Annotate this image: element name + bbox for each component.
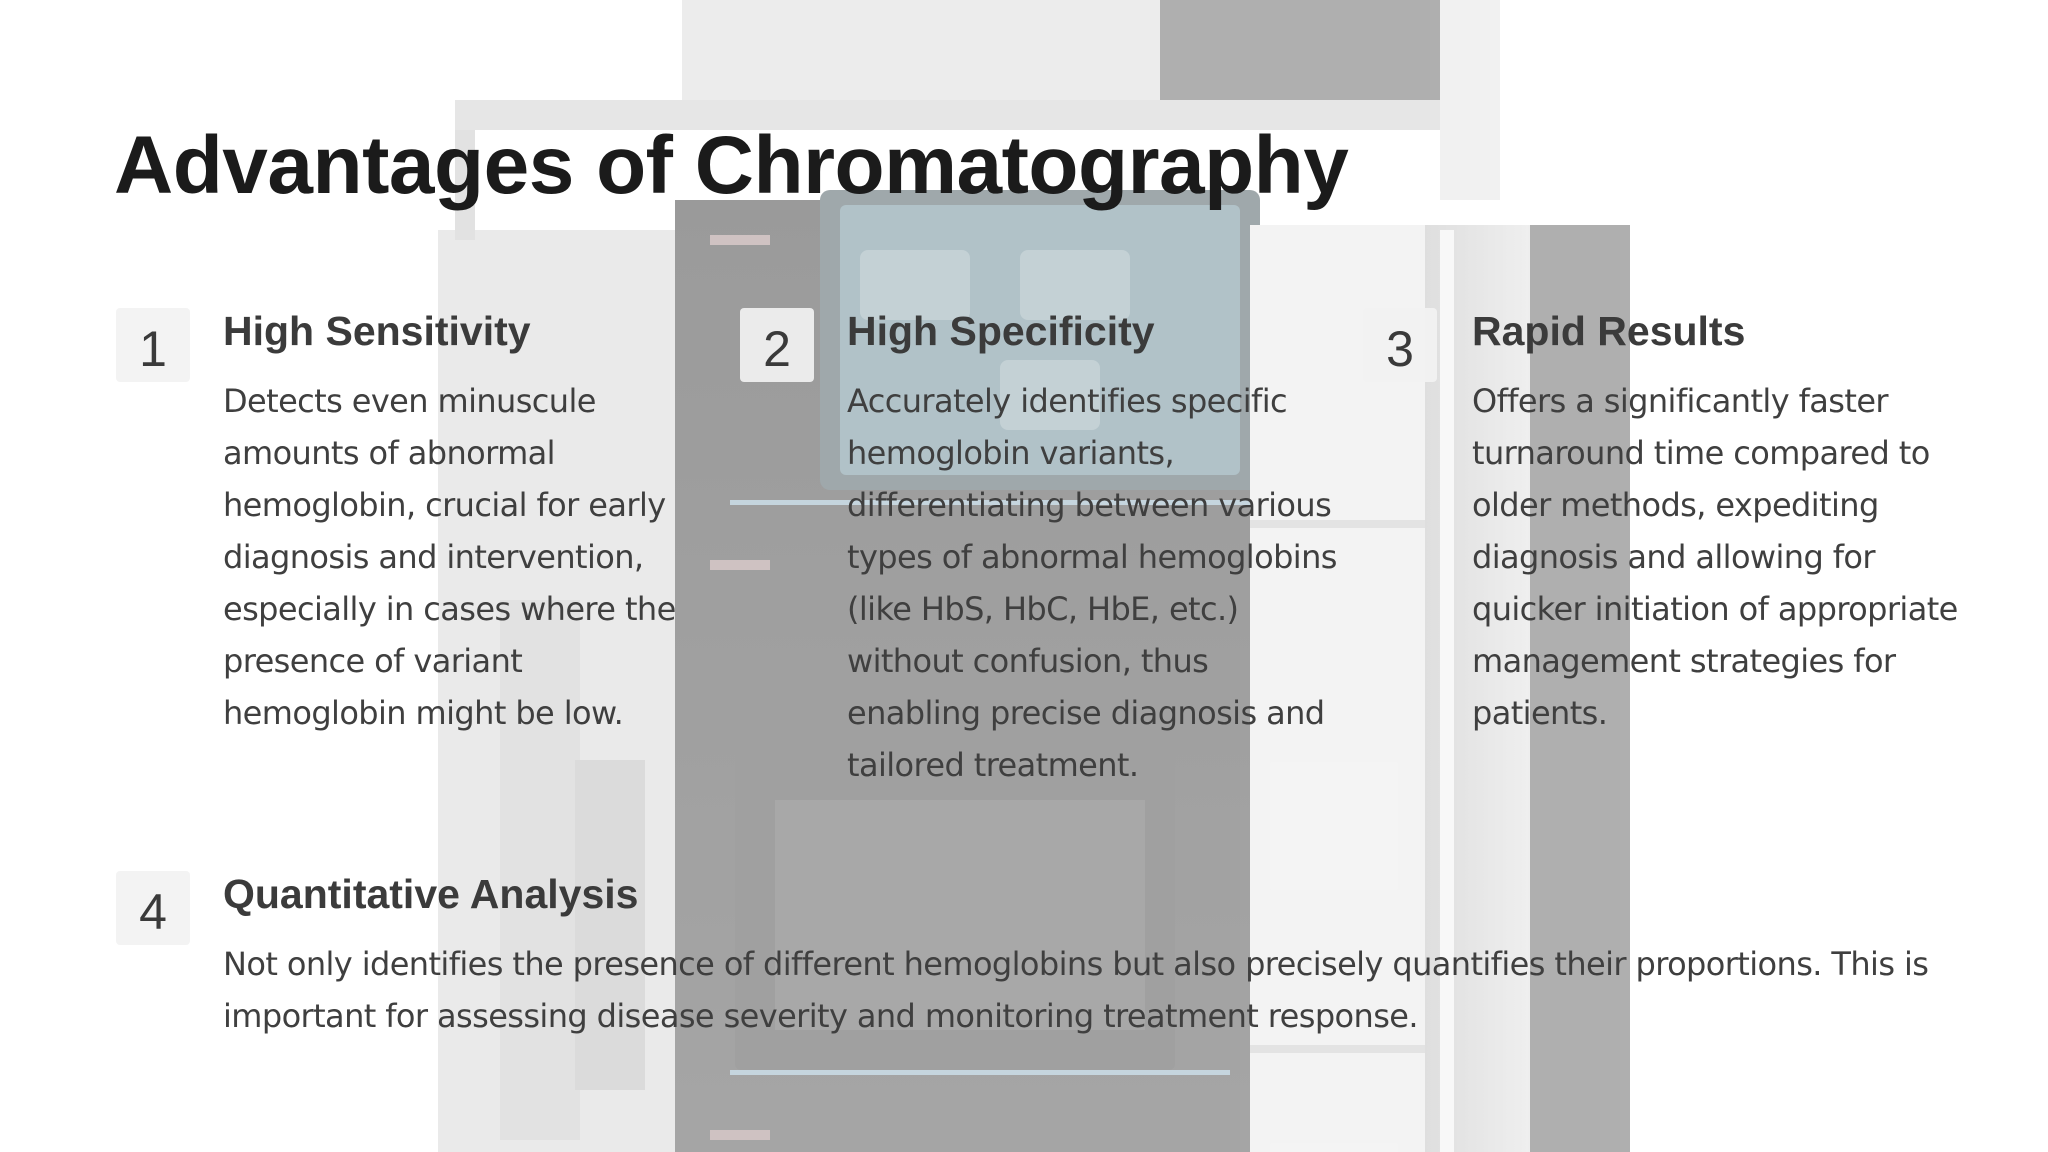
item-title-high-sensitivity: High Sensitivity [223,308,531,354]
item-body-high-sensitivity: Detects even minuscule amounts of abnormal hemoglobin, crucial for early diagnosis and intervention, especially in cases where the presence of variant hemoglobin might be low. [223,382,676,732]
item-title-quantitative-analysis: Quantitative Analysis [223,871,639,917]
item-body-high-specificity: Accurately identifies specific hemoglobin variants, differentiating between various types of abnormal hemoglobins (like HbS, HbC, HbE, etc.) without confusion, thus enabling precise diagnosis and tailored treatment. [847,382,1337,784]
item-number-badge-1: 1 [116,308,190,382]
slide-title: Advantages of Chromatography [114,120,1349,211]
item-title-high-specificity: High Specificity [847,308,1155,354]
item-number-badge-4: 4 [116,871,190,945]
item-number-badge-3: 3 [1363,308,1437,382]
item-title-rapid-results: Rapid Results [1472,308,1746,354]
item-body-quantitative-analysis: Not only identifies the presence of different hemoglobins but also precisely quantifies their proportions. This is important for assessing disease severity and monitoring treatment response. [223,945,1929,1035]
item-number-badge-2: 2 [740,308,814,382]
item-body-rapid-results: Offers a significantly faster turnaround time compared to older methods, expediting diagnosis and allowing for quicker initiation of appropriate management strategies for patients. [1472,382,1958,732]
